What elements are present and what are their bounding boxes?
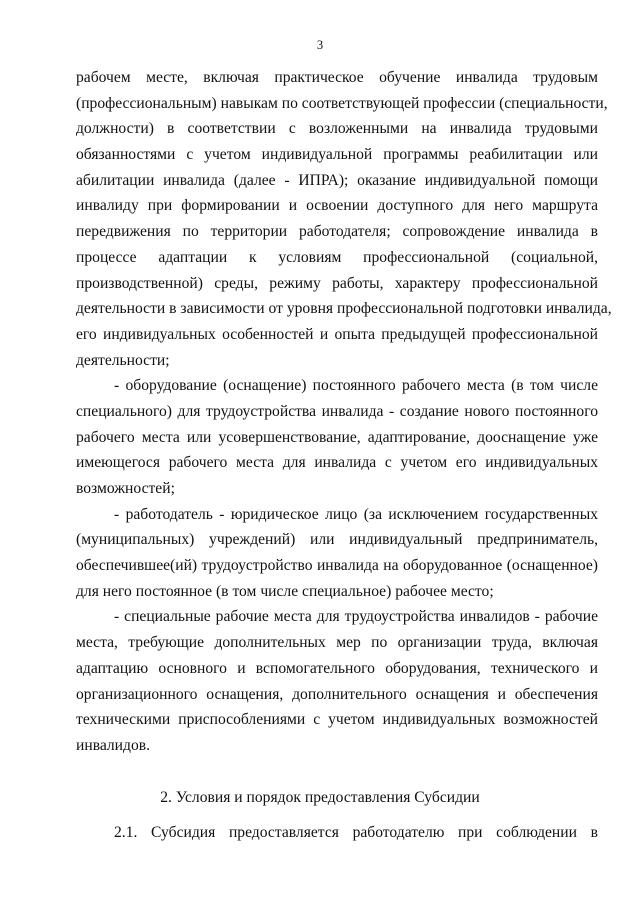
text-line: рабочего места или усовершенствование, адаптирование, дооснащение уже <box>76 428 598 446</box>
text-line: деятельности в зависимости от уровня профессиональной подготовки инвалида, <box>76 300 612 318</box>
text-line: должности) в соответствии с возложенными на инвалида трудовыми <box>76 120 598 138</box>
text-line: инвалидов. <box>76 736 151 754</box>
text-line: обязанностями с учетом индивидуальной программы реабилитации или <box>76 146 598 164</box>
section-text <box>76 820 598 846</box>
text-line: (муниципальных) учреждений) или индивидуальный предприниматель, <box>76 531 598 549</box>
text-line: инвалиду при формировании и освоении доступного для него маршрута <box>76 197 598 215</box>
text-line: специального) для трудоустройства инвалида - создание нового постоянного <box>76 402 598 420</box>
text-line: деятельности; <box>76 351 170 369</box>
text-line: производственной) среды, режиму работы, характеру профессиональной <box>76 274 598 292</box>
text-line: техническими приспособлениями с учетом индивидуальных возможностей <box>76 711 598 729</box>
text-line: имеющегося рабочего места для инвалида с учетом его индивидуальных <box>76 454 598 472</box>
text-line: его индивидуальных особенностей и опыта предыдущей профессиональной <box>76 325 598 343</box>
text-line: для него постоянное (в том числе специальное) рабочее место; <box>76 582 494 600</box>
page-number: 3 <box>316 38 324 52</box>
text-line: процессе адаптации к условиям профессиональной (социальной, <box>76 248 598 266</box>
text-line: (профессиональным) навыкам по соответствующей профессии (специальности, <box>76 94 608 112</box>
text-line: места, требующие дополнительных мер по организации труда, включая <box>76 634 598 652</box>
section-heading: 2. Условия и порядок предоставления Субсидии <box>160 789 480 806</box>
text-line: возможностей; <box>76 480 175 497</box>
text-line: адаптацию основного и вспомогательного оборудования, технического и <box>76 659 598 677</box>
body-text <box>76 65 612 759</box>
text-line: - специальные рабочие места для трудоустройства инвалидов - рабочие <box>114 608 598 626</box>
text-line: рабочем месте, включая практическое обучение инвалида трудовым <box>76 69 598 86</box>
text-line: обеспечившее(ий) трудоустройство инвалида на оборудованное (оснащенное) <box>76 557 598 575</box>
text-line: 2.1. Субсидия предоставляется работодателю при соблюдении в <box>114 824 598 841</box>
text-line: организационного оснащения, дополнительного оснащения и обеспечения <box>76 685 598 703</box>
text-line: абилитации инвалида (далее - ИПРА); оказание индивидуальной помощи <box>76 171 598 189</box>
text-line: - работодатель - юридическое лицо (за исключением государственных <box>114 505 598 523</box>
text-line: - оборудование (оснащение) постоянного рабочего места (в том числе <box>114 377 598 395</box>
text-line: передвижения по территории работодателя; сопровождение инвалида в <box>76 223 598 241</box>
